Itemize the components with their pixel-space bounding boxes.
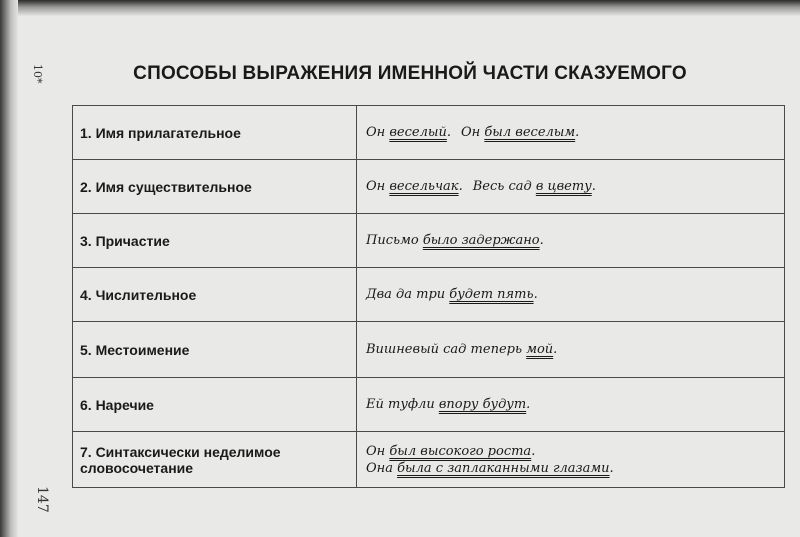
sentence-text: . bbox=[446, 125, 451, 140]
table-row bbox=[73, 378, 785, 432]
predicate-underlined: впору будут bbox=[438, 397, 527, 412]
sentence-text: Она bbox=[366, 460, 398, 476]
example-cell bbox=[357, 106, 785, 160]
predicate-underlined: будет пять bbox=[449, 287, 534, 302]
example-sentence bbox=[366, 341, 784, 358]
example-cell bbox=[357, 214, 785, 268]
sentence-text: . bbox=[533, 287, 538, 302]
example-sentence bbox=[366, 460, 784, 477]
predicate-underlined: весельчак bbox=[389, 179, 459, 194]
table-row bbox=[73, 432, 785, 488]
side-mark: 10* bbox=[31, 64, 44, 84]
part-of-speech-label: 7. Синтаксически неделимое словосочетание bbox=[73, 432, 357, 488]
page-title: СПОСОБЫ ВЫРАЖЕНИЯ ИМЕННОЙ ЧАСТИ СКАЗУЕМОГО bbox=[133, 63, 687, 84]
table-row bbox=[73, 214, 785, 268]
predicate-underlined: была с заплаканными глазами bbox=[397, 460, 610, 476]
sentence-text: . bbox=[591, 179, 596, 194]
example-sentence bbox=[366, 396, 784, 413]
sentence-text: Он bbox=[366, 125, 390, 140]
page-top-shadow bbox=[0, 0, 800, 16]
part-of-speech-label: 6. Наречие bbox=[73, 378, 357, 432]
sentence-text: . bbox=[526, 397, 531, 412]
table-row bbox=[73, 268, 785, 322]
example-sentence bbox=[366, 232, 784, 249]
sentence-text: Вишневый сад теперь bbox=[366, 342, 527, 357]
sentence-text: . bbox=[553, 342, 558, 357]
example-sentence bbox=[366, 286, 784, 303]
sentence-text: Ей туфли bbox=[366, 397, 439, 412]
part-of-speech-label: 2. Имя существительное bbox=[73, 160, 357, 214]
sentence-text: . bbox=[609, 460, 614, 476]
example-cell bbox=[357, 160, 785, 214]
predicate-underlined: было задержано bbox=[422, 233, 540, 248]
part-of-speech-label: 3. Причастие bbox=[73, 214, 357, 268]
sentence-text: Он bbox=[460, 125, 485, 140]
page-spine-shadow bbox=[0, 0, 18, 537]
sentence-text: Он bbox=[366, 179, 390, 194]
sentence-text: Письмо bbox=[366, 233, 423, 248]
sentence-text: . bbox=[539, 233, 544, 248]
sentence-text: Он bbox=[366, 443, 390, 459]
page-number: 147 bbox=[34, 486, 50, 513]
example-cell bbox=[357, 378, 785, 432]
predicate-underlined: мой bbox=[526, 342, 554, 357]
sentence-text: . bbox=[531, 443, 536, 459]
table-row bbox=[73, 160, 785, 214]
example-cell bbox=[357, 268, 785, 322]
sentence-text: . bbox=[458, 179, 463, 194]
example-sentence bbox=[366, 124, 784, 141]
predicate-underlined: был высокого роста bbox=[389, 443, 532, 459]
predicate-underlined: был веселым bbox=[484, 125, 576, 140]
example-sentence bbox=[366, 178, 784, 195]
sentence-text: Два да три bbox=[366, 287, 450, 302]
example-sentence bbox=[366, 443, 784, 460]
predicate-underlined: веселый bbox=[389, 125, 447, 140]
example-cell bbox=[357, 432, 785, 488]
table-row bbox=[73, 322, 785, 378]
part-of-speech-label: 5. Местоимение bbox=[73, 322, 357, 378]
part-of-speech-label: 1. Имя прилагательное bbox=[73, 106, 357, 160]
example-cell bbox=[357, 322, 785, 378]
part-of-speech-label: 4. Числительное bbox=[73, 268, 357, 322]
sentence-text: . bbox=[575, 125, 580, 140]
predicate-underlined: в цвету bbox=[535, 179, 592, 194]
table-row bbox=[73, 106, 785, 160]
sentence-text: Весь сад bbox=[472, 179, 536, 194]
predicate-table bbox=[72, 105, 785, 488]
